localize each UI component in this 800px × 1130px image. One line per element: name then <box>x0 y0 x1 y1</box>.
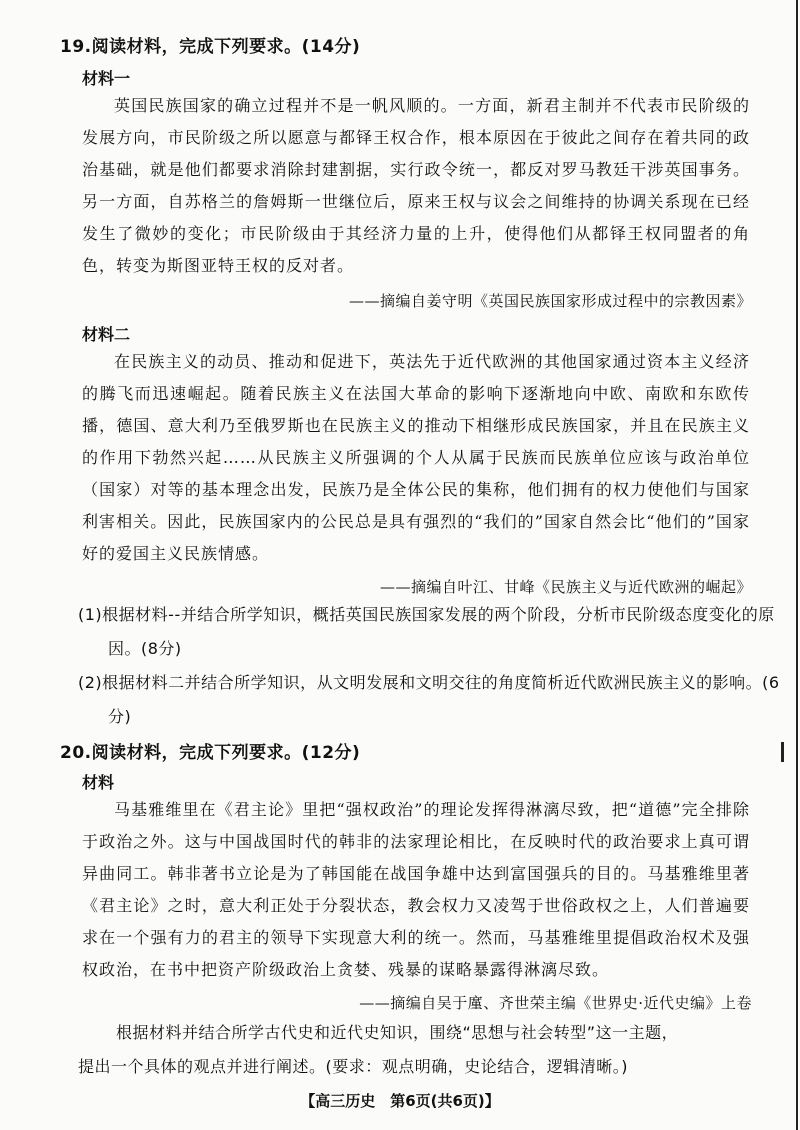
q19-material1-label: 材料一 <box>82 69 131 88</box>
q19-subquestion-2: (2)根据材料二并结合所学知识，从文明发展和文明交往的角度简析近代欧洲民族主义的影响。(6分) <box>78 673 780 726</box>
q19-material1-source: ——摘编自姜守明《英国民族国家形成过程中的宗教因素》 <box>348 292 752 310</box>
q19-subquestion-1: (1)根据材料--并结合所学知识，概括英国民族国家发展的两个阶段，分析市民阶级态度变化的原因。(8分) <box>78 605 775 658</box>
scan-edge-mark <box>781 742 784 762</box>
q20-task <box>78 1016 758 1084</box>
page-footer: 【高三历史 第6页(共6页)】 <box>300 1092 500 1110</box>
question-20-title: 20.阅读材料，完成下列要求。(12分) <box>60 743 361 763</box>
q20-material-label: 材料 <box>82 773 115 792</box>
question-19-title: 19.阅读材料，完成下列要求。(14分) <box>60 37 361 57</box>
q19-material2-source: ——摘编自叶江、甘峰《民族主义与近代欧洲的崛起》 <box>379 578 752 596</box>
scan-edge-line <box>796 0 798 1130</box>
q20-material-text: 马基雅维里在《君主论》里把“强权政治”的理论发挥得淋漓尽致，把“道德”完全排除于政治之外。这与中国战国时代的韩非的法家理论相比，在反映时代的政治要求上真可谓异曲同工。韩非著书立论是为了韩国能在战国争雄中达到富国强兵的目的。马基雅维里著《君主论》之时，意大利正处于分裂状态，教会权力又凌驾于世俗政权之上，人们普遍要求在一个强有力的君主的领导下实现意大利的统一。然而，马基雅维里提倡政治权术及强权政治，在书中把资产阶级政治上贪婪、残暴的谋略暴露得淋漓尽致。 <box>82 800 750 979</box>
q20-task-line-1: 根据材料并结合所学古代史和近代史知识，围绕“思想与社会转型”这一主题， <box>116 1023 679 1042</box>
q19-material2-text: 在民族主义的动员、推动和促进下，英法先于近代欧洲的其他国家通过资本主义经济的腾飞而迅速崛起。随着民族主义在法国大革命的影响下逐渐地向中欧、南欧和东欧传播，德国、意大利乃至俄罗斯也在民族主义的推动下相继形成民族国家，并且在民族主义的作用下勃然兴起……从民族主义所强调的个人从属于民族而民族单位应该与政治单位（国家）对等的基本理念出发，民族乃是全体公民的集称，他们拥有的权力使他们与国家利害相关。因此，民族国家内的公民总是具有强烈的“我们的”国家自然会比“他们的”国家好的爱国主义民族情感。 <box>82 352 750 563</box>
q19-material2-label: 材料二 <box>82 325 131 344</box>
q20-task-line-2: 提出一个具体的观点并进行阐述。(要求：观点明确，史论结合，逻辑清晰。) <box>78 1057 628 1076</box>
q19-material1-text: 英国民族国家的确立过程并不是一帆风顺的。一方面，新君主制并不代表市民阶级的发展方向，市民阶级之所以愿意与都铎王权合作，根本原因在于彼此之间存在着共同的政治基础，就是他们都要求消除封建割据，实行政令统一，都反对罗马教廷干涉英国事务。另一方面，自苏格兰的詹姆斯一世继位后，原来王权与议会之间维持的协调关系现在已经发生了微妙的变化；市民阶级由于其经济力量的上升，使得他们从都铎王权同盟者的角色，转变为斯图亚特王权的反对者。 <box>82 96 750 275</box>
q20-material-source: ——摘编自吴于廑、齐世荣主编《世界史·近代史编》上卷 <box>359 994 752 1012</box>
